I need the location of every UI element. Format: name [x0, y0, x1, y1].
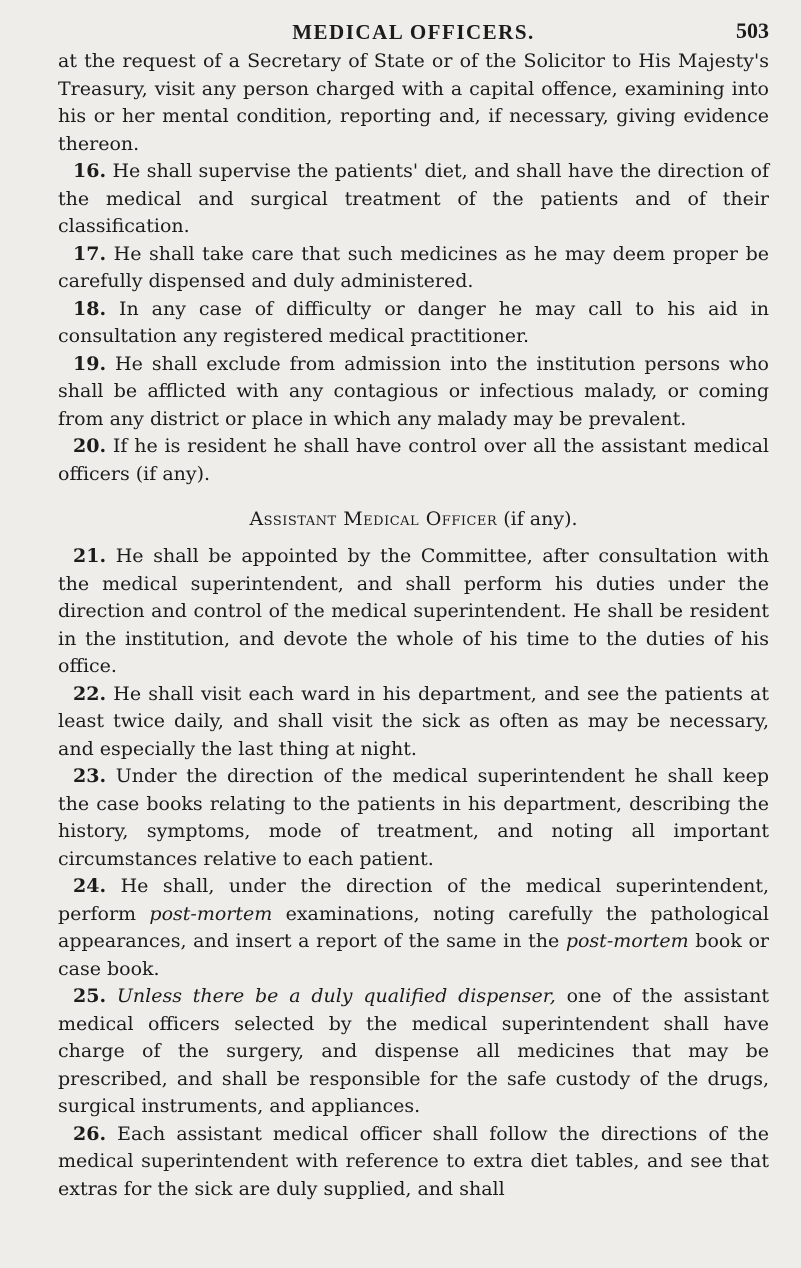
- paragraph-continued: [58, 48, 769, 158]
- section-heading-suffix: (if any).: [503, 508, 578, 530]
- section-heading-title: Assistant Medical Officer: [249, 508, 498, 530]
- paragraph-16: [58, 158, 769, 241]
- paragraph-21: [58, 543, 769, 681]
- paragraph-number: 21.: [73, 545, 107, 567]
- running-title: MEDICAL OFFICERS.: [292, 20, 535, 44]
- paragraph-number: 19.: [73, 352, 107, 375]
- paragraph-number: 20.: [73, 435, 107, 457]
- paragraph-22: [58, 681, 769, 764]
- italic-term: post-mortem: [565, 930, 689, 952]
- paragraph-text: examinations, noting carefully the pathological appearances, and insert a report of the same in the: [58, 902, 769, 952]
- paragraph-20: [58, 433, 769, 488]
- paragraph-text: If he is resident he shall have control over all the assistant medical officers (if any).: [58, 435, 769, 485]
- paragraph-23: [58, 763, 769, 873]
- italic-term: post-mortem: [149, 902, 273, 925]
- paragraph-text: He shall supervise the patients' diet, and shall have the direction of the medical and surgical treatment of the patients and of their classification.: [58, 160, 769, 237]
- section-heading: [58, 506, 769, 533]
- paragraph-number: 26.: [73, 1122, 107, 1145]
- paragraph-18: [58, 296, 769, 351]
- paragraph-text: at the request of a Secretary of State or of the Solicitor to His Majesty's Treasury, visit any person charged with a capital offence, examining into his or her mental condition, reporting and, if necessary, giving evidence thereon.: [58, 50, 769, 155]
- paragraph-number: 24.: [73, 875, 107, 897]
- running-head: [58, 0, 769, 48]
- body-text: [58, 48, 769, 1203]
- paragraph-number: 16.: [73, 160, 107, 182]
- paragraph-text: Under the direction of the medical superintendent he shall keep the case books relating to the patients in his department, describing the history, symptoms, mode of treatment, and noting all important circumstances relative to each patient.: [58, 765, 769, 870]
- paragraph-number: 25.: [73, 985, 107, 1007]
- paragraph-text: He shall take care that such medicines as he may deem proper be carefully dispensed and duly administered.: [58, 242, 769, 292]
- paragraph-text: He shall visit each ward in his department, and see the patients at least twice daily, and shall visit the sick as often as may be necessary, and especially the last thing at night.: [58, 682, 769, 760]
- italic-clause: Unless there be a duly qualified dispenser,: [116, 985, 556, 1007]
- paragraph-number: 23.: [73, 765, 107, 787]
- paragraph-number: 22.: [73, 682, 107, 705]
- paragraph-17: [58, 241, 769, 296]
- paragraph-26: [58, 1121, 769, 1204]
- paragraph-text: He shall be appointed by the Committee, after consultation with the medical superintendent, and shall perform his duties under the direction and control of the medical superintendent. He shall be resident in the institution, and devote the whole of his time to the duties of his office.: [58, 545, 769, 677]
- page-number: 503: [736, 18, 769, 43]
- paragraph-24: [58, 873, 769, 983]
- paragraph-text: In any case of difficulty or danger he may call to his aid in consultation any registered medical practitioner.: [58, 297, 769, 347]
- paragraph-text: He shall, under the direction of the medical superintendent, perform: [58, 875, 769, 925]
- paragraph-number: 18.: [73, 297, 107, 320]
- paragraph-25: [58, 983, 769, 1121]
- paragraph-text: book or case book.: [58, 930, 769, 980]
- paragraph-number: 17.: [73, 242, 107, 265]
- paragraph-text: Each assistant medical officer shall follow the directions of the medical superintendent with reference to extra diet tables, and see that extras for the sick are duly supplied, and shall: [58, 1122, 769, 1200]
- paragraph-text: one of the assistant medical officers selected by the medical superintendent shall have charge of the surgery, and dispense all medicines that may be prescribed, and shall be responsible for the safe custody of the drugs, surgical instruments, and appliances.: [58, 985, 769, 1117]
- paragraph-text: He shall exclude from admission into the institution persons who shall be afflicted with any contagious or infectious malady, or coming from any district or place in which any malady may be prevalent.: [58, 352, 769, 430]
- paragraph-19: [58, 351, 769, 434]
